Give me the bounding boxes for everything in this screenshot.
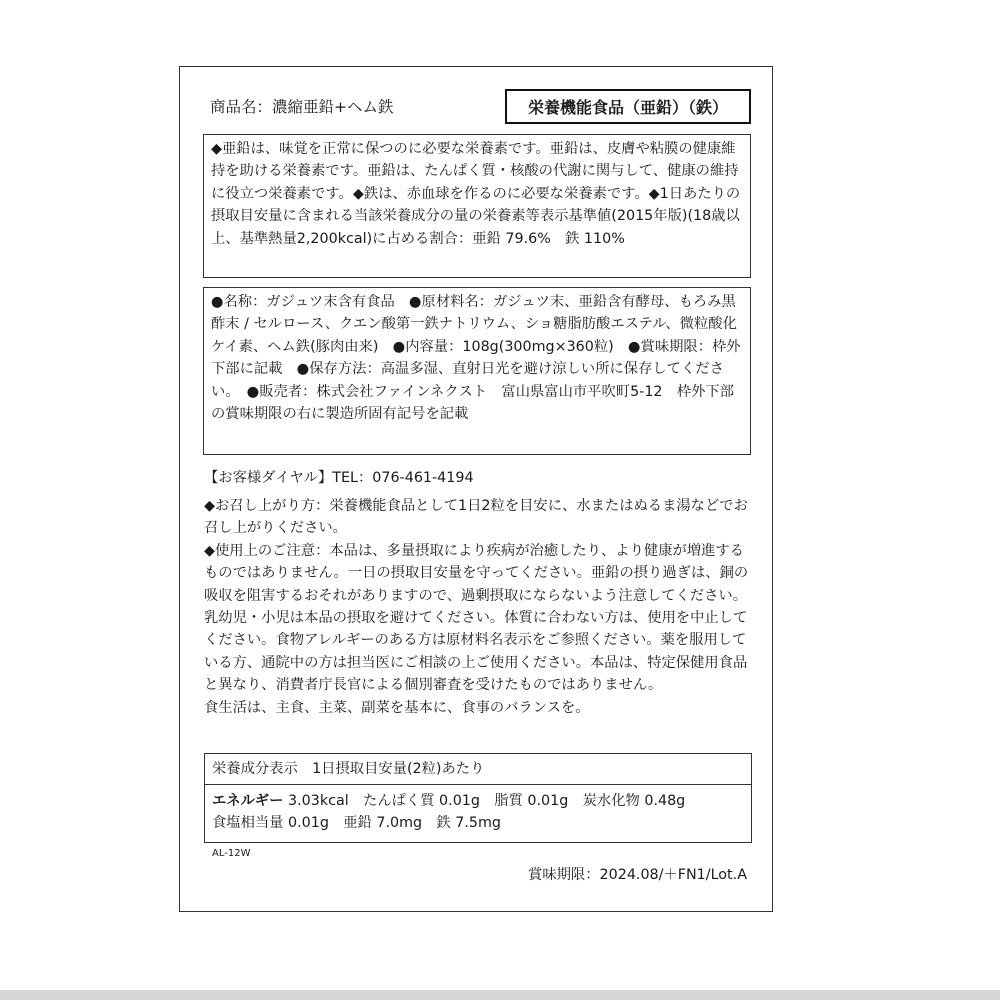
best-before-date: 賞味期限：2024.08/＋FN1/Lot.A xyxy=(528,867,747,883)
diet-advice: 食生活は、主食、主菜、副菜を基本に、食事のバランスを。 xyxy=(204,699,590,716)
product-specs-box xyxy=(203,287,751,455)
page-bottom-band xyxy=(0,990,1000,1000)
product-specs-text: ●名称：ガジュツ末含有食品 ●原材料名：ガジュツ末、亜鉛含有酵母、もろみ黒酢末 / セルロース、クエン酸第一鉄ナトリウム、ショ糖脂肪酸エステル、微粒酸化ケイ素、ヘム鉄(豚肉由来) ●内容量：108g(300mg×360粒) ●賞味期限：枠外下部に記載 ●保存方法：高温多湿、直射日光を避け涼しい所に保存してください。 ●販売者：株式会社ファインネクスト 富山県富山市平吹町5-12 枠外下部の賞味期限の右に製造所固有記号を記載 xyxy=(211,294,741,423)
usage-cautions: ◆使用上のご注意：本品は、多量摂取により疾病が治癒したり、より健康が増進するものではありません。一日の摂取目安量を守ってください。亜鉛の摂り過ぎは、銅の吸収を阻害するおそれがありますので、過剰摂取にならないよう注意してください。乳幼児・小児は本品の摂取を避けてください。体質に合わない方は、使用を中止してください。食物アレルギーのある方は原材料名表示をご参照ください。薬を服用している方、通院中の方は担当医にご相談の上ご使用ください。本品は、特定保健用食品と異なり、消費者庁長官による個別審査を受けたものではありません。 xyxy=(204,542,749,694)
how-to-take: ◆お召し上がり方：栄養機能食品として1日2粒を目安に、水またはぬるま湯などでお召し上がりください。 xyxy=(204,498,748,537)
product-name: 商品名：濃縮亜鉛+ヘム鉄 xyxy=(210,98,394,116)
nutrition-facts xyxy=(204,785,752,843)
customer-dial: 【お客様ダイヤル】TEL：076-461-4194 xyxy=(204,470,474,486)
directions-section xyxy=(204,495,752,719)
product-label xyxy=(179,66,773,912)
product-code: AL-12W xyxy=(212,848,251,859)
category-badge: 栄養機能食品（亜鉛）（鉄） xyxy=(505,89,751,124)
energy-label: エネルギー xyxy=(212,793,284,809)
nutrition-header: 栄養成分表示 1日摂取目安量(2粒)あたり xyxy=(204,753,752,785)
nutrition-line-1 xyxy=(212,790,744,812)
nutrient-function-box xyxy=(203,134,751,278)
nutrition-line-2: 食塩相当量 0.01g 亜鉛 7.0mg 鉄 7.5mg xyxy=(212,815,501,831)
nutrient-function-text: ◆亜鉛は、味覚を正常に保つのに必要な栄養素です。亜鉛は、皮膚や粘膜の健康維持を助ける栄養素です。亜鉛は、たんぱく質・核酸の代謝に関与して、健康の維持に役立つ栄養素です。◆鉄は、赤血球を作るのに必要な栄養素です。◆1日あたりの摂取目安量に含まれる当該栄養成分の量の栄養素等表示基準値(2015年版)(18歳以上、基準熱量2,200kcal)に占める割合：亜鉛 79.6% 鉄 110% xyxy=(211,141,741,247)
nutrition-values-1: 3.03kcal たんぱく質 0.01g 脂質 0.01g 炭水化物 0.48g xyxy=(288,793,686,809)
